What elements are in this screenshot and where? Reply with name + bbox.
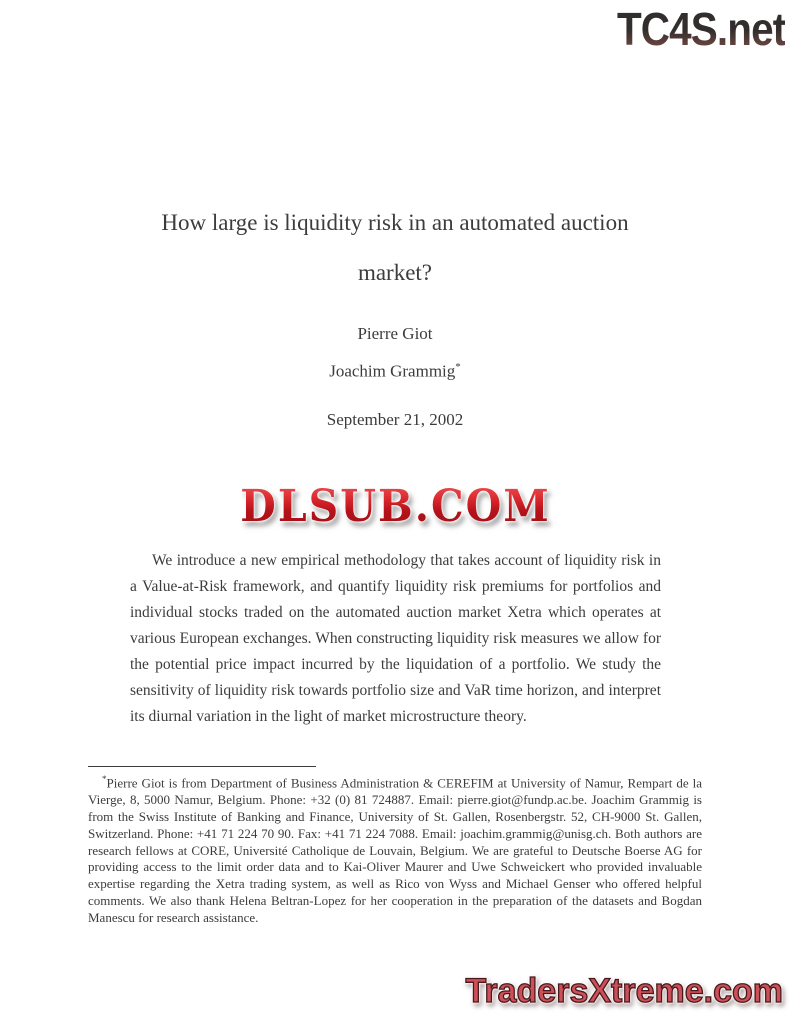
paper-title-line2: market? — [357, 260, 433, 285]
watermark-tradersxtreme-logo: TradersXtreme.com — [465, 972, 783, 1010]
paper-date: September 21, 2002 — [326, 410, 464, 429]
footnote-text: Pierre Giot is from Department of Business Administration & CEREFIM at University of Namur, Rempart de la Vierge, 8, 5000 Namur, Belgium. Phone: +32 (0) 81 724887. Email: pierre.giot@fundp.ac.be. Joachim Grammig is from the Swiss Institute of Banking and Finance, University of St. Gallen, Rosenbergstr. 52, CH-9000 St. Gallen, Switzerland. Phone: +41 71 224 70 90. Fax: +41 71 224 7088. Email: joachim.grammig@unisg.ch. Both authors are research fellows at CORE, Université Catholique de Louvain, Belgium. We are grateful to Deutsche Boerse AG for providing access to the limit order data and to Kai-Oliver Maurer and Uwe Schweickert who provided invaluable expertise regarding the Xetra trading system, as well as Rico von Wyss and Michael Genser who offered helpful comments. We also thank Helena Beltran-Lopez for her cooperation in the preparation of the datasets and Bogdan Manescu for research assistance. — [88, 775, 702, 925]
abstract-text: We introduce a new empirical methodology that takes account of liquidity risk in a Value-at-Risk framework, and quantify liquidity risk premiums for portfolios and individual stocks traded on the automated auction market Xetra which operates at various European exchanges. When constructing liquidity risk measures we allow for the potential price impact incurred by the liquidation of a portfolio. We study the sensitivity of liquidity risk towards portfolio size and VaR time horizon, and interpret its diurnal variation in the light of market microstructure theory. — [130, 552, 661, 725]
paper-title-line1: How large is liquidity risk in an automated auction — [161, 210, 629, 235]
paper-title — [88, 198, 702, 298]
author-block — [88, 324, 702, 399]
author-name-second — [88, 361, 702, 382]
watermark-dlsub-wrap — [0, 482, 791, 530]
footnote-mark: * — [102, 774, 107, 784]
author-name-first: Pierre Giot — [357, 324, 433, 343]
author-footnote-mark: * — [455, 361, 461, 373]
watermark-dlsub-logo: DLSUB.COM — [240, 480, 551, 532]
watermark-tc4s-logo: TC4S.net — [616, 3, 785, 55]
footnote-rule — [88, 766, 316, 767]
author-name-second-text: Joachim Grammig — [329, 361, 456, 381]
footnote — [88, 771, 702, 927]
